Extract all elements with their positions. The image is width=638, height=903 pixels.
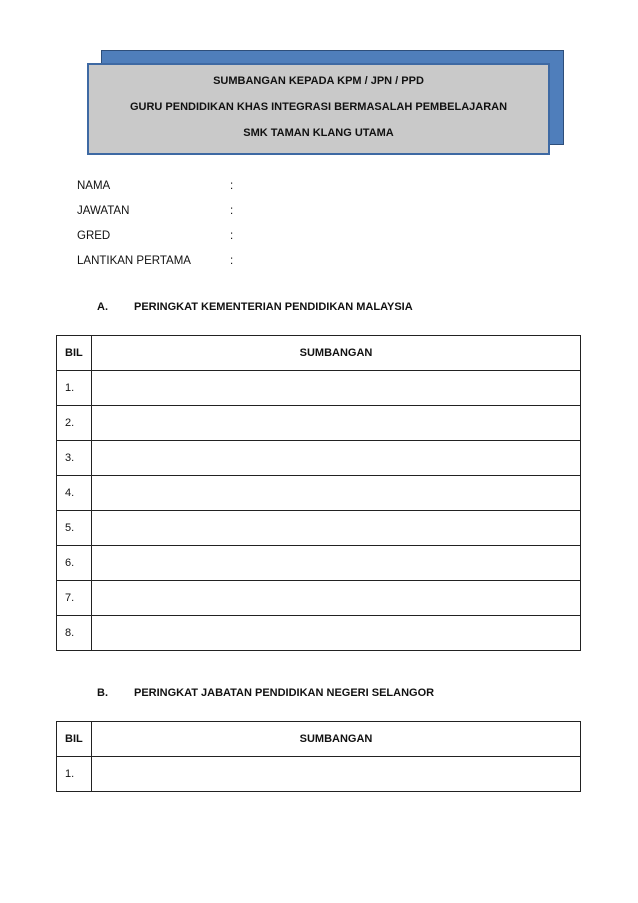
sumbangan-cell[interactable]: [92, 581, 581, 616]
section-b-letter: B.: [97, 687, 108, 699]
sumbangan-cell[interactable]: [92, 757, 581, 792]
col-sumbangan: SUMBANGAN: [92, 722, 581, 757]
section-a-table: [56, 335, 581, 651]
info-label-nama: NAMA: [77, 180, 111, 192]
table-header-row: [57, 722, 581, 757]
table-header-row: [57, 336, 581, 371]
table-row: [57, 406, 581, 441]
section-a-title: PERINGKAT KEMENTERIAN PENDIDIKAN MALAYSIA: [134, 301, 413, 313]
section-a-letter: A.: [97, 301, 108, 313]
col-bil: BIL: [57, 722, 92, 757]
info-colon-jawatan: :: [230, 205, 234, 217]
row-number: 1.: [57, 757, 92, 792]
row-number: 8.: [57, 616, 92, 651]
table-row: [57, 476, 581, 511]
table-row: [57, 616, 581, 651]
section-b-title: PERINGKAT JABATAN PENDIDIKAN NEGERI SELANGOR: [134, 687, 435, 699]
row-number: 7.: [57, 581, 92, 616]
sumbangan-cell[interactable]: [92, 476, 581, 511]
sumbangan-cell[interactable]: [92, 616, 581, 651]
col-sumbangan: SUMBANGAN: [92, 336, 581, 371]
info-colon-lantikan: :: [230, 255, 234, 267]
sumbangan-cell[interactable]: [92, 546, 581, 581]
col-bil: BIL: [57, 336, 92, 371]
table-row: [57, 581, 581, 616]
row-number: 4.: [57, 476, 92, 511]
row-number: 2.: [57, 406, 92, 441]
info-label-jawatan: JAWATAN: [77, 205, 130, 217]
document-header: [87, 63, 550, 155]
header-line-1: SUMBANGAN KEPADA KPM / JPN / PPD: [213, 75, 424, 87]
table-row: [57, 371, 581, 406]
sumbangan-cell[interactable]: [92, 371, 581, 406]
row-number: 6.: [57, 546, 92, 581]
table-row: [57, 441, 581, 476]
header-line-2: GURU PENDIDIKAN KHAS INTEGRASI BERMASALAH PEMBELAJARAN: [129, 101, 508, 113]
row-number: 1.: [57, 371, 92, 406]
info-label-lantikan: LANTIKAN PERTAMA: [77, 255, 191, 267]
sumbangan-cell[interactable]: [92, 406, 581, 441]
sumbangan-cell[interactable]: [92, 511, 581, 546]
row-number: 5.: [57, 511, 92, 546]
header-line-3: SMK TAMAN KLANG UTAMA: [243, 127, 394, 139]
table-row: [57, 546, 581, 581]
info-colon-gred: :: [230, 230, 234, 242]
table-row: [57, 757, 581, 792]
table-row: [57, 511, 581, 546]
info-label-gred: GRED: [77, 230, 111, 242]
section-b-table: [56, 721, 581, 792]
sumbangan-cell[interactable]: [92, 441, 581, 476]
row-number: 3.: [57, 441, 92, 476]
info-colon-nama: :: [230, 180, 234, 192]
